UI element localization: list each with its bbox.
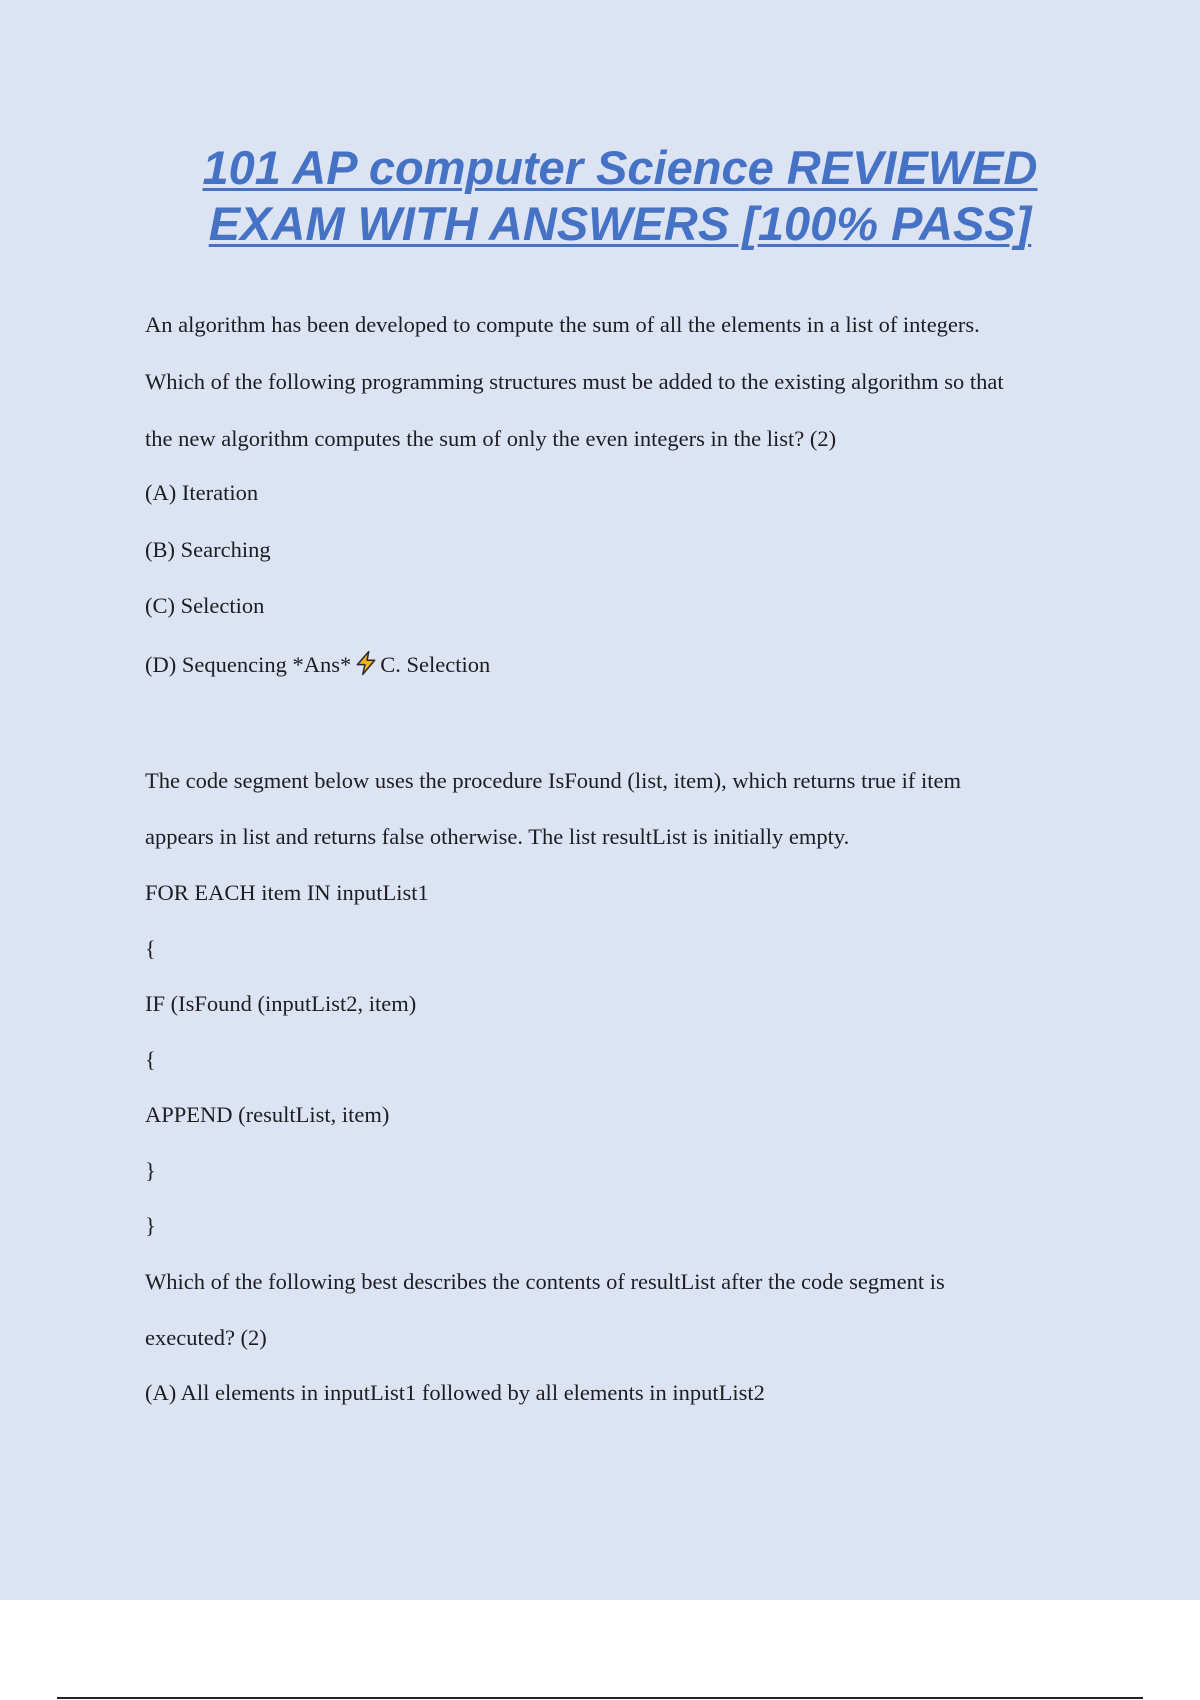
title-line-2: EXAM WITH ANSWERS [100% PASS] (208, 197, 1032, 250)
q2-stem-line-2: appears in list and returns false otherwise. The list resultList is initially empty. (145, 824, 850, 849)
q1-stem-line-3: the new algorithm computes the sum of only the even integers in the list? (2) (145, 426, 837, 451)
q1-stem-line-1: An algorithm has been developed to compute the sum of all the elements in a list of integers. (145, 312, 980, 337)
code-line: { (145, 936, 156, 961)
q1-option-c: (C) Selection (145, 593, 265, 618)
q2-stem-line-1: The code segment below uses the procedure IsFound (list, item), which returns true if item (145, 768, 962, 793)
lightning-bolt-icon (353, 650, 379, 676)
q1-stem-line-2: Which of the following programming structures must be added to the existing algorithm so that (145, 369, 1004, 394)
code-line: { (145, 1047, 156, 1072)
q2-question-line-2: executed? (2) (145, 1325, 267, 1350)
footer-divider (57, 1697, 1143, 1699)
code-line: } (145, 1158, 156, 1183)
q1-option-d: (D) Sequencing *Ans* (145, 652, 352, 677)
code-line: FOR EACH item IN inputList1 (145, 880, 429, 905)
code-line: APPEND (resultList, item) (145, 1102, 390, 1127)
code-line: IF (IsFound (inputList2, item) (145, 991, 417, 1016)
q2-option-a: (A) All elements in inputList1 followed by all elements in inputList2 (145, 1380, 765, 1405)
code-line: } (145, 1213, 156, 1238)
q1-answer: C. Selection (380, 652, 491, 677)
q1-option-d-line (145, 650, 490, 679)
q1-option-a: (A) Iteration (145, 480, 259, 505)
document-title (140, 140, 1100, 252)
q2-question-line-1: Which of the following best describes the contents of resultList after the code segment is (145, 1269, 945, 1294)
q1-option-b: (B) Searching (145, 537, 271, 562)
title-line-1: 101 AP computer Science REVIEWED (202, 141, 1038, 194)
